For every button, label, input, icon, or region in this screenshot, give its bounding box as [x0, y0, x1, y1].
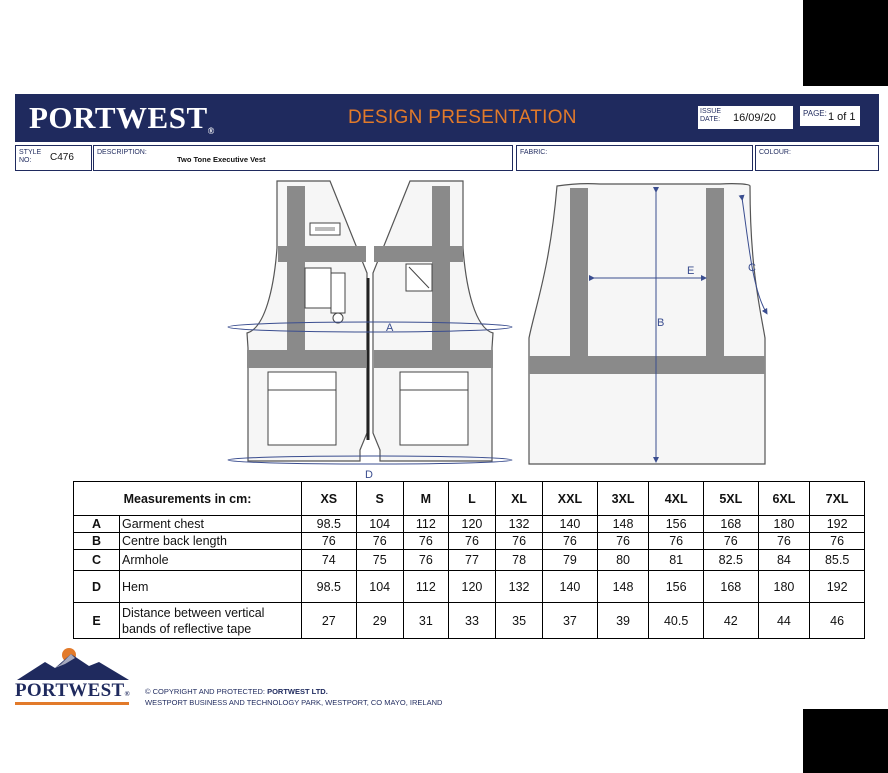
document-title: DESIGN PRESENTATION — [348, 107, 577, 128]
black-corner-block — [803, 709, 888, 773]
label-a: A — [386, 322, 394, 334]
size-header: 3XL — [597, 482, 649, 516]
size-header: 6XL — [758, 482, 810, 516]
issue-date-box — [697, 105, 794, 130]
cell: 132 — [496, 516, 543, 533]
cell: 84 — [758, 550, 810, 571]
row-code: B — [74, 533, 120, 550]
row-label: Distance between vertical bands of reflective tape — [120, 603, 302, 639]
table-row — [74, 516, 865, 533]
cell: 77 — [448, 550, 495, 571]
size-header: 5XL — [703, 482, 758, 516]
description-label: DESCRIPTION: — [97, 149, 147, 156]
cell: 140 — [543, 516, 598, 533]
table-row — [74, 603, 865, 639]
cell: 40.5 — [649, 603, 704, 639]
cell: 76 — [448, 533, 495, 550]
style-number-label: STYLE NO: — [19, 149, 42, 164]
vest-back-view — [529, 184, 766, 464]
cell: 76 — [356, 533, 403, 550]
footer-brand: PORTWEST® — [15, 680, 130, 701]
cell: 192 — [810, 571, 865, 603]
cell: 132 — [496, 571, 543, 603]
table-row — [74, 533, 865, 550]
row-code: E — [74, 603, 120, 639]
cell: 180 — [758, 571, 810, 603]
issue-date-value: 16/09/20 — [733, 112, 776, 124]
row-label: Centre back length — [120, 533, 302, 550]
table-header-row — [74, 482, 865, 516]
fabric-box — [516, 145, 753, 171]
row-label: Armhole — [120, 550, 302, 571]
row-label: Garment chest — [120, 516, 302, 533]
cell: 80 — [597, 550, 649, 571]
cell: 76 — [703, 533, 758, 550]
cell: 156 — [649, 516, 704, 533]
cell: 33 — [448, 603, 495, 639]
cell: 120 — [448, 571, 495, 603]
cell: 76 — [758, 533, 810, 550]
cell: 76 — [403, 533, 448, 550]
size-header: L — [448, 482, 495, 516]
cell: 39 — [597, 603, 649, 639]
header-banner — [15, 94, 879, 142]
vest-technical-drawings — [220, 178, 780, 483]
cell: 104 — [356, 571, 403, 603]
cell: 98.5 — [302, 516, 357, 533]
cell: 76 — [649, 533, 704, 550]
cell: 79 — [543, 550, 598, 571]
cell: 168 — [703, 571, 758, 603]
cell: 76 — [810, 533, 865, 550]
copyright-notice: © COPYRIGHT AND PROTECTED: PORTWEST LTD. WESTPORT BUSINESS AND TECHNOLOGY PARK, WESTPORT, CO MAYO, IRELAND — [145, 687, 443, 707]
cell: 74 — [302, 550, 357, 571]
table-row — [74, 571, 865, 603]
cell: 104 — [356, 516, 403, 533]
row-code: A — [74, 516, 120, 533]
cell: 76 — [302, 533, 357, 550]
description-value: Two Tone Executive Vest — [177, 155, 266, 164]
cell: 78 — [496, 550, 543, 571]
cell: 112 — [403, 571, 448, 603]
label-d: D — [365, 469, 373, 481]
size-header: XS — [302, 482, 357, 516]
size-header: 7XL — [810, 482, 865, 516]
cell: 112 — [403, 516, 448, 533]
description-box — [93, 145, 513, 171]
size-header: M — [403, 482, 448, 516]
cell: 44 — [758, 603, 810, 639]
cell: 37 — [543, 603, 598, 639]
cell: 180 — [758, 516, 810, 533]
cell: 76 — [403, 550, 448, 571]
cell: 35 — [496, 603, 543, 639]
row-code: C — [74, 550, 120, 571]
size-header: XXL — [543, 482, 598, 516]
cell: 75 — [356, 550, 403, 571]
cell: 120 — [448, 516, 495, 533]
issue-date-label: ISSUE DATE: — [700, 108, 722, 123]
row-code: D — [74, 571, 120, 603]
label-b: B — [657, 317, 665, 329]
cell: 31 — [403, 603, 448, 639]
page-box — [799, 105, 861, 127]
cell: 82.5 — [703, 550, 758, 571]
cell: 27 — [302, 603, 357, 639]
black-corner-block — [803, 0, 888, 86]
size-header: 4XL — [649, 482, 704, 516]
style-number-value: C476 — [50, 152, 74, 163]
table-title: Measurements in cm: — [74, 482, 302, 516]
row-label: Hem — [120, 571, 302, 603]
cell: 168 — [703, 516, 758, 533]
table-row — [74, 550, 865, 571]
cell: 76 — [543, 533, 598, 550]
colour-box — [755, 145, 879, 171]
brand-logo: PORTWEST® — [29, 100, 215, 136]
cell: 98.5 — [302, 571, 357, 603]
footer-accent-bar — [15, 702, 129, 705]
cell: 29 — [356, 603, 403, 639]
label-c: C — [748, 262, 756, 274]
cell: 76 — [496, 533, 543, 550]
page-label: PAGE: — [803, 109, 827, 118]
label-e: E — [687, 265, 695, 277]
colour-label: COLOUR: — [759, 149, 791, 156]
cell: 140 — [543, 571, 598, 603]
measurements-table — [73, 481, 865, 639]
cell: 192 — [810, 516, 865, 533]
cell: 76 — [597, 533, 649, 550]
style-number-box — [15, 145, 92, 171]
fabric-label: FABRIC: — [520, 149, 548, 156]
vest-front-view — [228, 181, 512, 481]
page-value: 1 of 1 — [828, 111, 856, 123]
cell: 148 — [597, 516, 649, 533]
size-header: XL — [496, 482, 543, 516]
cell: 81 — [649, 550, 704, 571]
cell: 85.5 — [810, 550, 865, 571]
cell: 46 — [810, 603, 865, 639]
cell: 42 — [703, 603, 758, 639]
size-header: S — [356, 482, 403, 516]
cell: 156 — [649, 571, 704, 603]
cell: 148 — [597, 571, 649, 603]
